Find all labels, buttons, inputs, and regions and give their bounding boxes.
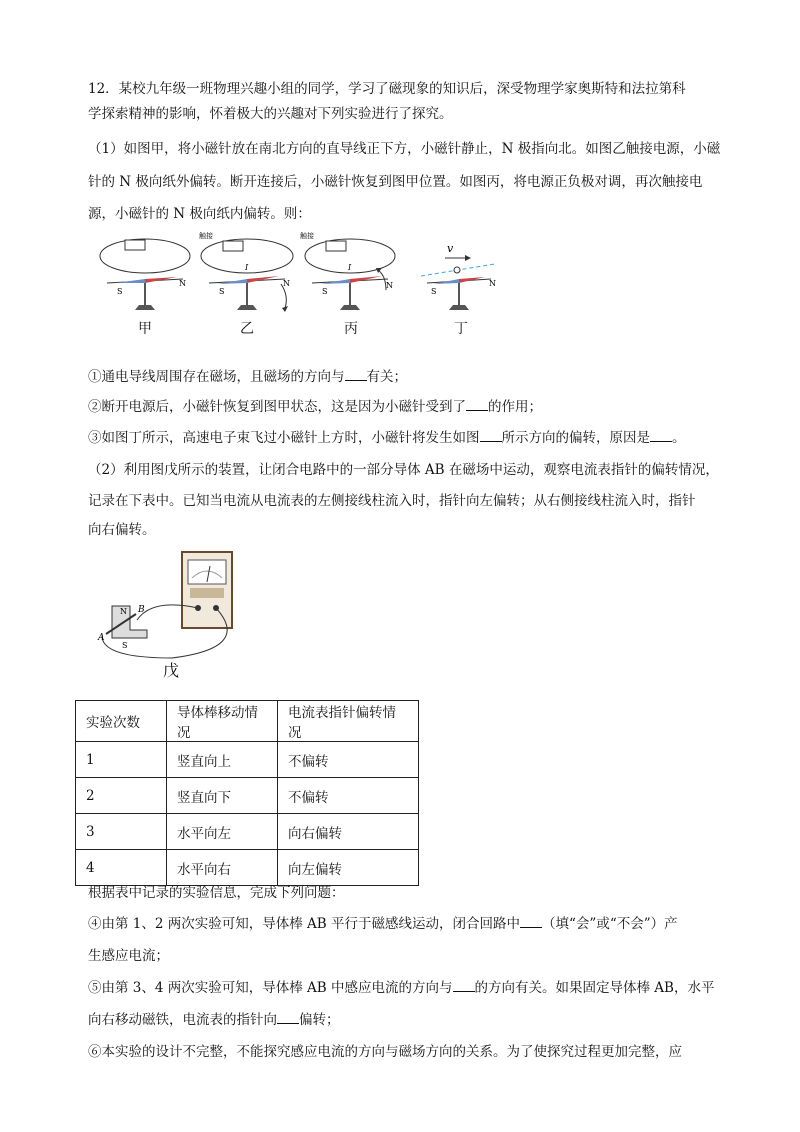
answer-blank-2[interactable] [466,398,488,411]
part1-line-3: 源，小磁针的 N 极向纸内偏转。则： [88,206,311,222]
label-s-wu: S [122,641,128,650]
table-cell: 1 [76,742,167,778]
touch-label-bing: 触接 [300,232,314,240]
figure-bing [290,226,400,326]
part2-line-1: （2）利用图戊所示的装置，让闭合电路中的一部分导体 AB 在磁场中运动，观察电流表指针的偏转情况， [88,462,719,478]
table-cell: 不偏转 [278,742,419,778]
label-n-ding: N [489,279,496,288]
table-row [76,778,419,814]
question-2 [88,397,542,417]
header-cell: 电流表指针偏转情况 [278,701,419,742]
header-cell: 实验次数 [76,701,167,742]
experiment-table [75,700,419,886]
question-1-text-b: 有关； [366,369,407,385]
question-3-text-b: 所示方向的偏转，原因是 [501,430,650,446]
question-4-line-2: 生感应电流； [88,948,169,964]
question-3-text-c: 。 [672,430,686,446]
header-cell: 导体棒移动情况 [167,701,278,742]
question-2-text-a: ②断开电源后，小磁针恢复到图甲状态，这是因为小磁针受到了 [88,399,466,415]
table-cell: 向右偏转 [278,814,419,850]
question-intro-line-2: 学探索精神的影响，怀着极大的兴趣对下列实验进行了探究。 [88,106,453,122]
question-intro-line-1: 12．某校九年级一班物理兴趣小组的同学，学习了磁现象的知识后，深受物理学家奥斯特和法拉第科 [88,81,686,97]
table-cell: 4 [76,850,167,886]
question-3-text-a: ③如图丁所示，高速电子束飞过小磁针上方时，小磁针将发生如图 [88,430,480,446]
figure-wu [92,548,262,663]
table-cell: 不偏转 [278,778,419,814]
caption-jia: 甲 [138,321,152,337]
question-5-line-2 [88,1010,340,1030]
question-3 [88,428,686,448]
table-cell: 水平向左 [167,814,278,850]
label-n-wu: N [120,607,127,616]
label-s-bing: S [322,287,328,296]
answer-blank-1[interactable] [345,368,367,381]
table-cell: 2 [76,778,167,814]
answer-blank-3a[interactable] [480,429,502,442]
table-cell: 竖直向下 [167,778,278,814]
touch-label-yi: 触接 [199,232,213,240]
table-row [76,742,419,778]
current-label-bing: I [348,263,352,272]
question-2-text-b: 的作用； [488,399,542,415]
label-n-yi: N [283,279,290,288]
label-s-ding: S [431,287,437,296]
caption-yi: 乙 [240,321,254,337]
question-5-text-c: 向右移动磁铁，电流表的指针向 [88,1012,277,1028]
label-b: B [138,605,145,615]
question-5-text-a: ⑤由第 3、4 两次实验可知，导体棒 AB 中感应电流的方向与 [88,980,453,996]
caption-bing: 丙 [344,321,358,337]
label-s-yi: S [219,287,225,296]
current-label-yi: I [245,263,249,272]
table-header-row [76,701,419,742]
figure-jia [95,228,195,328]
caption-wu: 戊 [162,661,179,680]
table-cell: 向左偏转 [278,850,419,886]
part2-line-2: 记录在下表中。已知当电流从电流表的左侧接线柱流入时，指针向左偏转；从右侧接线柱流入时，指针 [88,493,696,509]
caption-ding: 丁 [454,321,468,337]
answer-blank-5a[interactable] [453,979,475,992]
table-cell: 竖直向上 [167,742,278,778]
table-row [76,814,419,850]
question-5-text-d: 偏转； [299,1012,340,1028]
answer-blank-4[interactable] [520,915,542,928]
answer-blank-3b[interactable] [650,429,672,442]
velocity-label: v [447,242,454,255]
table-cell: 水平向右 [167,850,278,886]
part1-line-1: （1）如图甲，将小磁针放在南北方向的直导线正下方，小磁针静止，N 极指向北。如图乙触接电源，小磁 [88,141,721,157]
answer-blank-5b[interactable] [277,1011,299,1024]
question-5-line-1 [88,978,714,998]
question-5-text-b: 的方向有关。如果固定导体棒 AB，水平 [474,980,715,996]
question-1 [88,367,407,387]
question-4-line-1 [88,914,678,934]
label-n-bing: N [386,281,393,290]
figure-ding [415,238,505,328]
part2-line-3: 向右偏转。 [88,522,156,538]
label-a: A [98,633,105,643]
table-row [76,850,419,886]
question-4-text-a: ④由第 1、2 两次实验可知，导体棒 AB 平行于磁感线运动，闭合回路中 [88,916,521,932]
part1-line-2: 针的 N 极向纸外偏转。断开连接后，小磁针恢复到图甲位置。如图丙，将电源正负极对调，再次触接电 [88,174,703,190]
figure-yi [195,226,300,326]
after-table-text: 根据表中记录的实验信息，完成下列问题： [88,885,345,901]
label-n-jia: N [179,279,186,288]
table-cell: 3 [76,814,167,850]
question-1-text-a: ①通电导线周围存在磁场，且磁场的方向与 [88,369,345,385]
question-4-text-b: （填“会”或“不会”）产 [542,916,678,932]
question-6-line-1: ⑥本实验的设计不完整，不能探究感应电流的方向与磁场方向的关系。为了使探究过程更加完整，应 [88,1044,682,1060]
label-s-jia: S [117,287,123,296]
